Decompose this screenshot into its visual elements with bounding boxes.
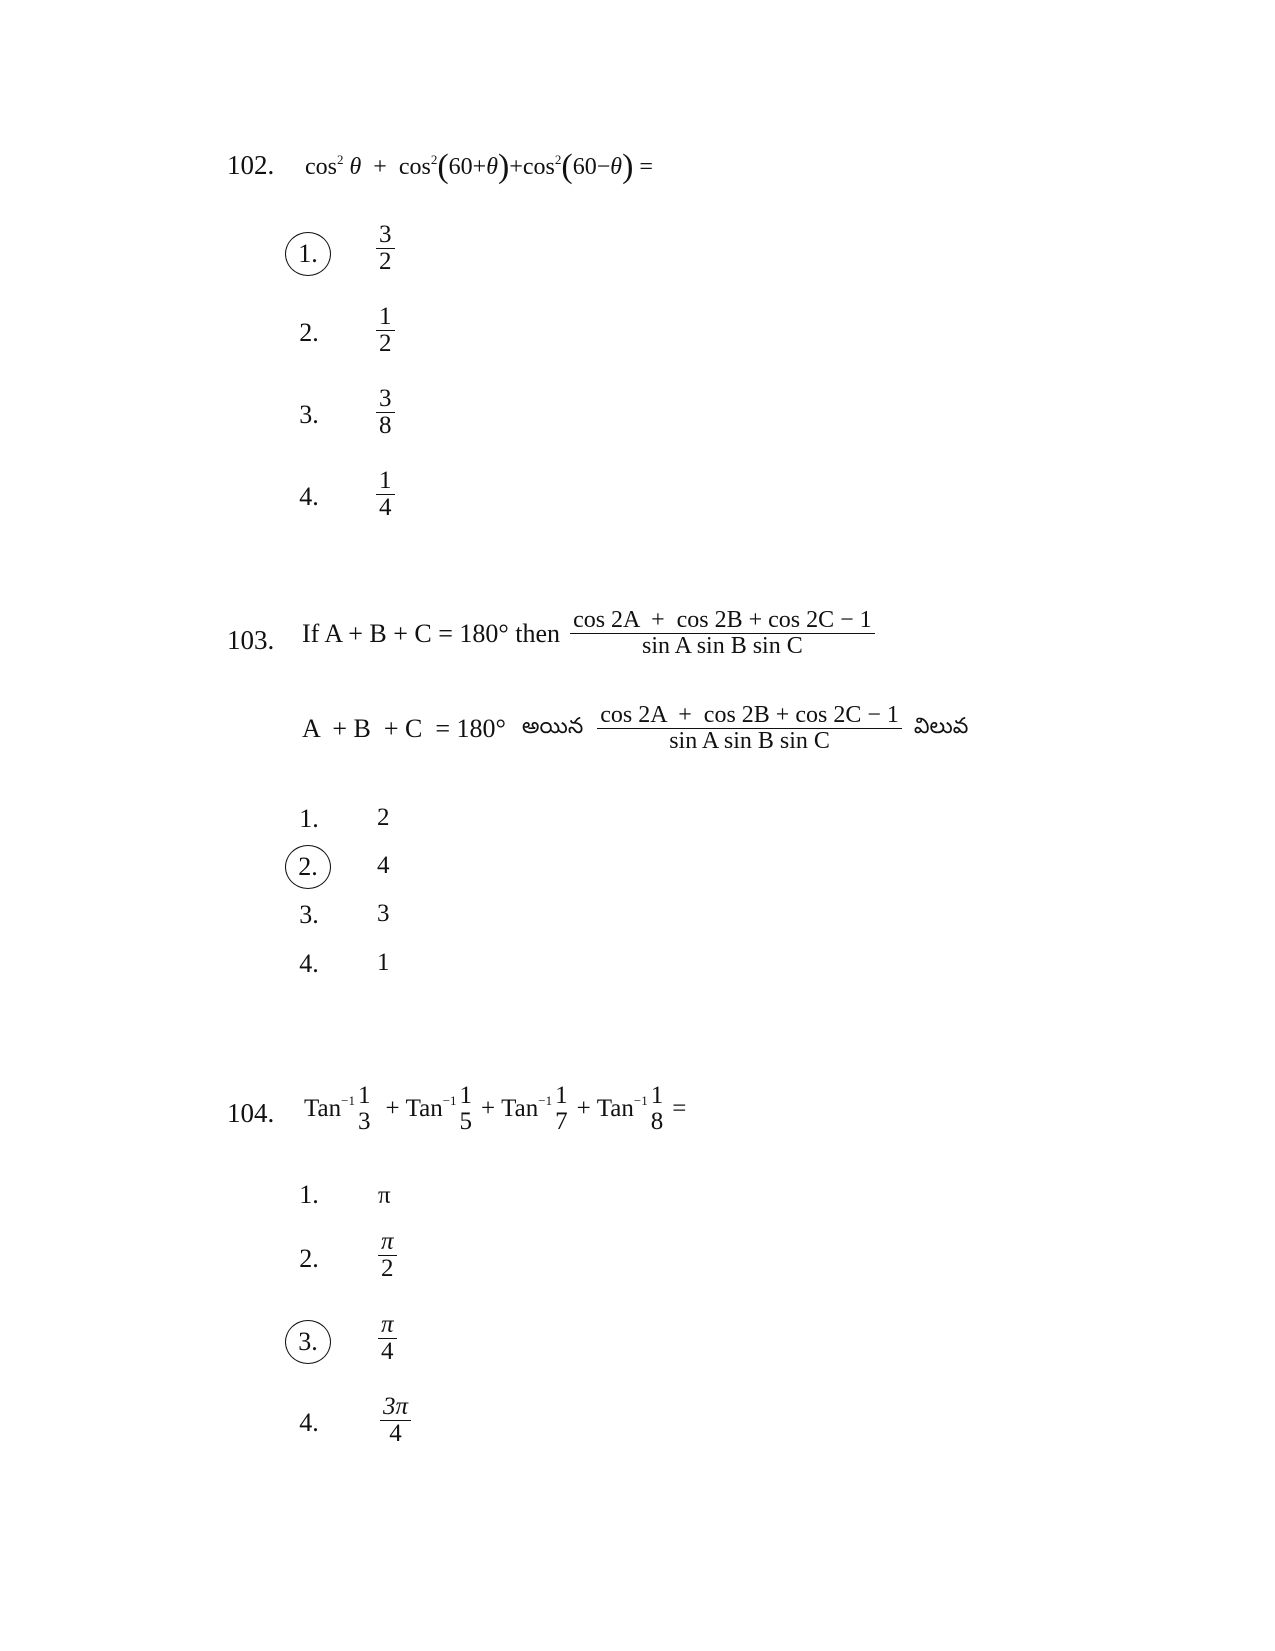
option-label[interactable]: 4. (299, 1408, 319, 1437)
option-label[interactable]: 3. (299, 400, 319, 429)
numerator: 1 (357, 1082, 371, 1109)
option-label[interactable]: 3. (299, 900, 319, 929)
math-text: + (481, 1095, 496, 1123)
option-value: 3 (377, 900, 390, 927)
question-stem (304, 1083, 686, 1136)
stem-fraction (648, 1083, 667, 1136)
math-text: 60 (572, 154, 597, 180)
question-stem-telugu (302, 703, 968, 754)
option-value (376, 222, 395, 276)
stem-text: A + B + C = 180° (302, 713, 506, 743)
math-text: Tan (596, 1095, 634, 1123)
denominator: 2 (379, 330, 392, 358)
paren: ( (561, 148, 573, 185)
option-label[interactable]: 1. (299, 1180, 319, 1209)
math-text: + (373, 154, 387, 180)
math-text: + (576, 1095, 591, 1123)
denominator: 8 (379, 412, 392, 440)
math-text: −1 (341, 1093, 355, 1108)
math-text: 2 (430, 152, 438, 167)
telugu-word: అయిన (521, 713, 584, 739)
question-number: 104. (227, 1098, 275, 1128)
math-text: 2 (554, 152, 562, 167)
numerator: cos 2A + cos 2B + cos 2C − 1 (573, 607, 872, 633)
math-text: Tan (304, 1095, 342, 1123)
numerator: 1 (379, 303, 392, 330)
numerator: 1 (555, 1082, 568, 1109)
math-text: cos (522, 154, 555, 180)
telugu-word: విలువ (913, 713, 969, 739)
math-text: cos (398, 154, 431, 180)
math-text: θ (610, 154, 623, 180)
math-text: θ (349, 154, 362, 180)
math-text: 2 (337, 152, 344, 167)
option-label-selected[interactable]: 2. (285, 845, 331, 889)
question-number: 102. (227, 150, 275, 180)
question-stem (305, 148, 653, 186)
numerator: 1 (459, 1082, 473, 1109)
denominator: 7 (555, 1108, 568, 1136)
denominator: 4 (389, 1420, 402, 1448)
math-text: −1 (538, 1093, 553, 1108)
option-label-selected[interactable]: 1. (285, 232, 331, 276)
denominator: 5 (459, 1108, 473, 1136)
math-text: θ (486, 154, 499, 180)
denominator: 3 (357, 1108, 371, 1136)
denominator: 8 (650, 1108, 664, 1136)
math-text: Tan (405, 1095, 443, 1123)
option-value (376, 304, 395, 358)
paren: ) (498, 148, 510, 185)
numerator: 1 (650, 1082, 664, 1109)
option-label-selected[interactable]: 3. (285, 1320, 331, 1364)
denominator: 4 (379, 494, 392, 522)
math-text: Tan (501, 1095, 539, 1123)
paren: ( (437, 148, 449, 185)
denominator: 4 (381, 1338, 394, 1366)
option-value: π (378, 1182, 391, 1209)
math-text: = (639, 154, 653, 180)
option-label[interactable]: 2. (299, 1244, 319, 1273)
math-text: 60 (448, 154, 473, 180)
option-value: 2 (377, 804, 390, 831)
numerator: 3 (379, 221, 392, 248)
math-text: + (472, 154, 487, 180)
math-text: + (509, 154, 523, 180)
math-text: −1 (442, 1093, 457, 1108)
option-value (376, 386, 395, 440)
math-text: −1 (633, 1093, 648, 1108)
denominator: 2 (379, 248, 392, 276)
denominator: sin A sin B sin C (642, 633, 803, 660)
numerator: π (381, 1311, 394, 1338)
option-value (378, 1229, 397, 1283)
numerator: cos 2A + cos 2B + cos 2C − 1 (600, 702, 899, 728)
paren: ) (622, 148, 634, 185)
stem-fraction (552, 1083, 571, 1136)
denominator: 2 (381, 1255, 394, 1283)
option-value (380, 1394, 411, 1448)
math-text: cos (305, 154, 337, 180)
numerator: 3 (379, 385, 392, 412)
option-label[interactable]: 4. (299, 949, 319, 978)
question-number: 103. (227, 625, 275, 655)
numerator: π (381, 1228, 394, 1255)
denominator: sin A sin B sin C (669, 728, 830, 755)
option-label[interactable]: 1. (299, 804, 319, 833)
option-value: 1 (377, 949, 390, 976)
option-value (376, 468, 395, 522)
math-text: + (385, 1095, 400, 1123)
math-text: = (672, 1095, 687, 1123)
stem-fraction (597, 703, 902, 754)
stem-fraction (355, 1083, 374, 1136)
math-text: − (596, 154, 611, 180)
option-label[interactable]: 2. (299, 318, 319, 347)
stem-fraction (570, 608, 875, 659)
option-value (378, 1312, 397, 1366)
question-stem-english (302, 608, 875, 659)
option-value: 4 (377, 852, 390, 879)
stem-fraction (457, 1083, 476, 1136)
option-label[interactable]: 4. (299, 482, 319, 511)
numerator: 3π (383, 1393, 409, 1420)
stem-text: If A + B + C = 180° then (302, 618, 561, 648)
numerator: 1 (379, 467, 392, 494)
